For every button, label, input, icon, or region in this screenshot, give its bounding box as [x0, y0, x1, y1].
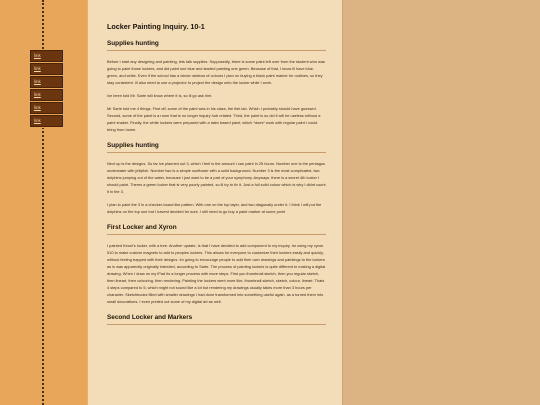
- paragraph: Before I start any designing and painting, lets talk supplies. Supposedly, there is some paint left over from the student who was going to paint those lockers, and did paint one blue and started painting one green. Because of that, I know ill have blue, green, and white. Even if the school has a whole rainbow of colours I plan on buying a black paint marker for outlines, so they stay consistent. Ill also need to use a projector to project the design onto the locker while I work.: [107, 59, 325, 85]
- nav-link-2[interactable]: link: [30, 63, 63, 75]
- section-heading-supplies-hunting: Supplies hunting: [107, 40, 326, 51]
- paragraph: Next up is the designs. So far ive planned out 3, which I feel is the amount I can paint in 25 hours. Number one is the pentagus underwater with jellyfish. Number two is a simple sunflower with a solid background. Number 3 is the most complicated, two dolphins jumping out of the water, because I just want to be a part of your symphony. Anyways, there is a secret 4th locker I should paint. Theres a green locker that is very poorly painted, so ill try to fix it. Just a full solid colour which is why I didnt count it in the 3.: [107, 161, 326, 194]
- main-content: [88, 0, 343, 405]
- nav-link-5[interactable]: link: [30, 102, 63, 114]
- page-title: Locker Painting Inquiry. 10-1: [107, 22, 205, 31]
- nav-menu: [30, 50, 63, 128]
- nav-link-6[interactable]: link: [30, 115, 63, 127]
- nav-link-1[interactable]: link: [30, 50, 63, 62]
- section-heading-first-locker: First Locker and Xyron: [107, 224, 326, 235]
- paragraph: I painted Keoni's locker, with a tree. Another update, is that I have decided to add component to my inquiry. Im using my xyron 510 to make custom magnets to add to peoples lockers. This allows for everyone to customize their lockers easily and quickly, without feeling trapped with their designs. Im going to encourage people to add their own drawings and paintings to the lockers as is was apparently originally intended, according to Sarte. The process of painting lockers is quite different to making a digital drawing. When I draw on my iPad its a longer process with more steps. First you thumbnail sketch, then you regular sketch, then lineart, then colouring, then rendering. Painting the lockers went more like, thumbnail sketch, sketch, colour, lineart. Thats 4 steps compared to 5, which might not sound like a lot but rendering my drawings usually takes more than 3 hours per character. Sketchbooks filled with smaller drawings I had done transformed into something useful again, as a turned them into small decorations. I even printed out some of my digital art as well.: [107, 243, 326, 304]
- nav-link-4[interactable]: link: [30, 89, 63, 101]
- sidebar: [0, 0, 87, 405]
- section-heading-designs: Supplies hunting: [107, 142, 326, 153]
- paragraph: Mr Sarte told me 4 things. First off, some of the paint was in his class, the fish lab. Which I probably should have guessed. Second, some of the paint is a room that is no longer inquiry hub related. Third, the paint is so old it will be useless without a paint shaker. Finally, the white lockers were prepared with a latex based paint, which *does* work with regular paint I could bring from home.: [107, 106, 321, 132]
- paragraph: Ive been told Mr. Sarte will know where it is, so ill go ask him.: [107, 93, 213, 98]
- nav-link-3[interactable]: link: [30, 76, 63, 88]
- section-heading-second-locker: Second Locker and Markers: [107, 314, 326, 325]
- paragraph: I plan to paint the 3 in a checker-board like pattern. With one on the top layer, and two diagonally under it. I think I will put the dolphins on the top one but I havent decided for sure. I still need to go buy a paint marker at some point: [107, 202, 322, 214]
